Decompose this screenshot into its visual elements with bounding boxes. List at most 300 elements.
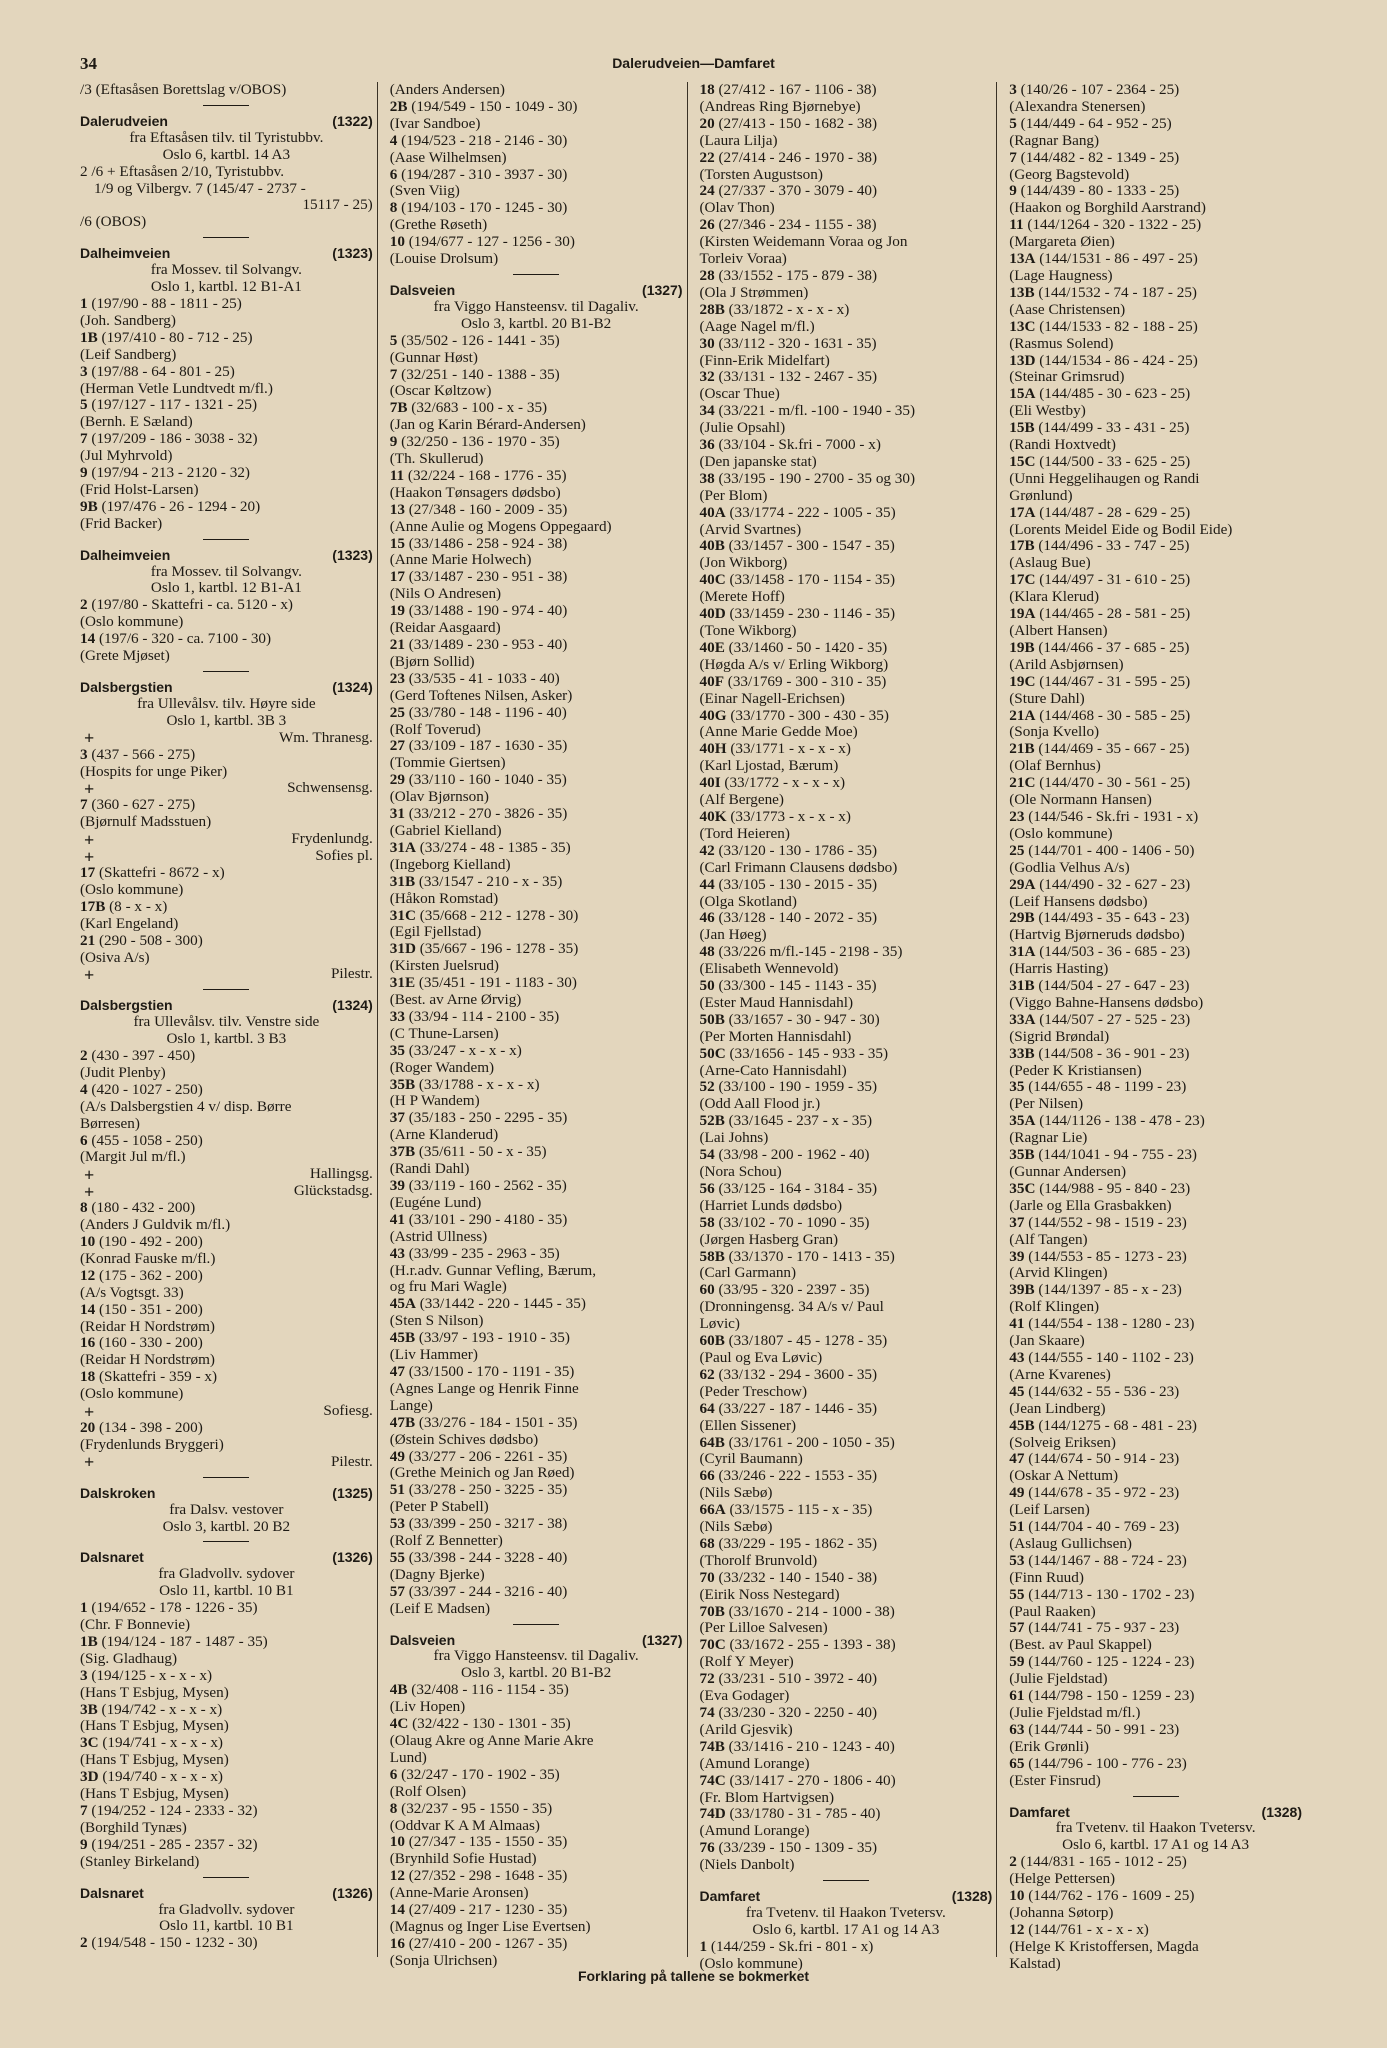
address-entry	[390, 133, 683, 150]
address-entry	[390, 603, 683, 620]
house-number: 3B	[80, 1700, 98, 1718]
property-record: (144/632 - 55 - 536 - 23)	[1028, 1382, 1180, 1400]
address-entry	[700, 1604, 993, 1621]
address-entry	[1009, 944, 1302, 961]
address-entry	[1009, 1012, 1302, 1029]
address-entry	[700, 150, 993, 167]
owner-line: og fru Mari Wagle)	[389, 1278, 507, 1296]
owner-line: (Aslaug Bue)	[1009, 554, 1091, 572]
property-record: (144/503 - 36 - 685 - 23)	[1039, 943, 1191, 961]
address-entry	[80, 1048, 373, 1065]
address-entry	[1009, 1113, 1302, 1130]
address-entry	[1009, 1485, 1302, 1502]
owner-line: (Albert Hansen)	[1009, 622, 1108, 639]
address-entry	[1009, 1553, 1302, 1570]
property-record: (144/1533 - 82 - 188 - 25)	[1039, 317, 1198, 335]
property-record: (144/507 - 27 - 525 - 23)	[1039, 1010, 1191, 1028]
house-number: 7	[80, 1802, 88, 1819]
owner-line: /6 (OBOS)	[80, 213, 147, 231]
street-code: (1326)	[332, 1884, 373, 1901]
address-entry	[700, 944, 993, 961]
house-number: 2	[80, 596, 88, 614]
section-divider	[203, 1477, 249, 1478]
house-number: 12	[1009, 1920, 1025, 1938]
house-number: 40E	[699, 638, 725, 656]
address-entry	[1009, 505, 1302, 522]
owner-line: (Magnus og Inger Lise Evertsen)	[389, 1917, 591, 1935]
address-entry	[1009, 420, 1302, 437]
house-number: 16	[80, 1334, 96, 1352]
cross-icon: +	[84, 1401, 95, 1422]
property-record: (33/1552 - 175 - 879 - 38)	[718, 266, 878, 284]
owner-line: (Oskar A Nettum)	[1009, 1467, 1119, 1485]
owner-line: (Best. av Arne Ørvig)	[389, 991, 522, 1009]
property-record: (144/744 - 50 - 991 - 23)	[1028, 1720, 1180, 1738]
owner-line: (Egil Fjellstad)	[389, 923, 482, 941]
section-divider	[203, 1877, 249, 1878]
house-number: 20	[80, 1418, 96, 1436]
street-description: Oslo 11, kartbl. 10 B1	[159, 1917, 294, 1935]
address-entry	[80, 865, 373, 882]
house-number: 40D	[699, 605, 726, 623]
property-record: (33/1807 - 45 - 1278 - 35)	[728, 1332, 888, 1350]
house-number: 49	[389, 1447, 405, 1465]
property-record: (437 - 566 - 275)	[91, 745, 196, 763]
address-entry	[390, 772, 683, 789]
owner-line: (Sonja Ulrichsen)	[389, 1951, 498, 1969]
owner-line: (Sigrid Brøndal)	[1009, 1027, 1110, 1045]
owner-line: (Nils Sæbø)	[699, 1484, 773, 1502]
owner-line: (Osiva A/s)	[80, 948, 150, 966]
address-entry	[390, 333, 683, 350]
property-record: (33/397 - 244 - 3216 - 40)	[408, 1582, 568, 1600]
house-number: 43	[389, 1244, 405, 1262]
property-record: (35/611 - 50 - x - 35)	[418, 1143, 547, 1161]
address-entry	[700, 302, 993, 319]
street-description: fra Mossev. til Solvangv.	[150, 261, 302, 279]
owner-line: (Helge Pettersen)	[1009, 1870, 1116, 1888]
address-entry	[1009, 674, 1302, 691]
property-record: (175 - 362 - 200)	[98, 1266, 203, 1284]
owner-line: (Fr. Blom Hartvigsen)	[699, 1788, 835, 1806]
property-record: (27/346 - 234 - 1155 - 38)	[718, 216, 877, 234]
owner-line: (Høgda A/s v/ Erling Wikborg)	[699, 655, 889, 673]
house-number: 3	[80, 1666, 88, 1684]
address-entry	[700, 183, 993, 200]
owner-line: (Roger Wandem)	[389, 1058, 495, 1076]
house-number: 9	[80, 1835, 88, 1853]
property-record: (194/287 - 310 - 3937 - 30)	[401, 165, 568, 183]
property-record: (32/250 - 136 - 1970 - 35)	[401, 433, 560, 451]
address-entry	[390, 1364, 683, 1381]
cross-icon: +	[84, 846, 95, 867]
property-record: (32/251 - 140 - 1388 - 35)	[401, 365, 560, 383]
cross-street-name: Frydenlundg.	[291, 830, 373, 848]
house-number: 14	[389, 1901, 405, 1919]
owner-line: Børresen)	[80, 1114, 140, 1132]
cross-street	[80, 1454, 373, 1471]
owner-line: (Agnes Lange og Henrik Finne	[389, 1379, 579, 1397]
property-record: (144/762 - 176 - 1609 - 25)	[1028, 1887, 1195, 1905]
house-number: 58	[699, 1213, 715, 1231]
address-entry	[700, 369, 993, 386]
address-entry	[1009, 183, 1302, 200]
address-entry	[1009, 1922, 1302, 1939]
owner-line: (Ester Maud Hannisdahl)	[699, 993, 854, 1011]
property-record: (33/1872 - x - x - x)	[728, 300, 850, 318]
house-number: 8	[389, 1799, 398, 1817]
address-entry	[1009, 1620, 1302, 1637]
property-record: (160 - 330 - 200)	[98, 1334, 203, 1352]
property-record: (33/1657 - 30 - 947 - 30)	[728, 1010, 880, 1028]
owner-line: (Stanley Birkeland)	[80, 1852, 200, 1870]
house-number: 62	[699, 1365, 715, 1383]
address-entry	[390, 434, 683, 451]
owner-line: (Reidar H Nordstrøm)	[80, 1317, 215, 1335]
house-number: 35C	[1009, 1179, 1036, 1197]
house-number: 21	[389, 636, 405, 653]
house-number: 28B	[699, 300, 725, 318]
address-entry	[700, 708, 993, 725]
house-number: 52B	[699, 1112, 725, 1130]
address-entry	[1009, 251, 1302, 268]
house-number: 23	[1009, 807, 1025, 825]
property-record: (33/1774 - 222 - 1005 - 35)	[729, 503, 896, 521]
address-entry	[390, 167, 683, 184]
cross-icon: +	[84, 964, 95, 985]
cross-street	[80, 1183, 373, 1200]
street-code: (1323)	[332, 245, 373, 262]
property-record: (33/230 - 320 - 2250 - 40)	[718, 1704, 878, 1721]
property-record: (33/1370 - 170 - 1413 - 35)	[728, 1247, 895, 1265]
house-number: 8	[80, 1199, 88, 1217]
house-number: 25	[1009, 841, 1025, 859]
owner-line: (Oslo kommune)	[80, 1385, 184, 1403]
property-record: (27/347 - 135 - 1550 - 35)	[408, 1833, 568, 1851]
house-number: 36	[699, 436, 715, 454]
address-entry	[1009, 1181, 1302, 1198]
address-entry	[700, 809, 993, 826]
property-record: (8 - x - x)	[109, 897, 168, 915]
owner-line: (Sonja Kvello)	[1009, 723, 1100, 741]
address-entry	[700, 1333, 993, 1350]
owner-line: (Bernh. E Sæland)	[80, 413, 193, 431]
owner-line: (Rolf Y Meyer)	[699, 1653, 794, 1671]
house-number: 10	[80, 1233, 96, 1250]
house-number: 74	[699, 1704, 715, 1721]
property-record: (290 - 508 - 300)	[98, 931, 203, 949]
street-name: Dalsnaret	[80, 1884, 144, 1901]
property-record: (32/247 - 170 - 1902 - 35)	[401, 1765, 560, 1783]
owner-line: 2 /6 + Eftasåsen 2/10, Tyristubbv.	[80, 162, 285, 180]
street-header	[80, 113, 373, 130]
page-number: 34	[80, 54, 97, 73]
address-entry	[80, 431, 373, 448]
owner-line: (Tord Heieren)	[699, 824, 790, 842]
house-number: 4B	[389, 1681, 408, 1699]
owner-line: (Oscar Køltzow)	[389, 382, 492, 400]
address-entry	[390, 1801, 683, 1818]
address-entry	[390, 200, 683, 217]
street-description: Oslo 3, kartbl. 20 B1-B2	[461, 1664, 612, 1682]
street-header	[80, 1485, 373, 1502]
house-number: 18	[80, 1368, 96, 1386]
house-number: 56	[699, 1179, 715, 1197]
address-entry	[80, 296, 373, 313]
address-entry	[1009, 116, 1302, 133]
property-record: (144/1532 - 74 - 187 - 25)	[1038, 283, 1197, 301]
owner-line: (Andreas Ring Bjørnebye)	[699, 97, 861, 115]
property-record: (360 - 627 - 275)	[91, 796, 196, 814]
house-number: 29A	[1009, 875, 1036, 893]
house-number: 50C	[699, 1044, 726, 1062]
house-number: 54	[699, 1146, 715, 1164]
property-record: (Skattefri - 359 - x)	[98, 1368, 218, 1386]
house-number: 59	[1009, 1653, 1025, 1671]
property-record: (144/467 - 31 - 595 - 25)	[1039, 672, 1191, 690]
property-record: (144/553 - 85 - 1273 - 23)	[1028, 1247, 1187, 1265]
address-entry	[700, 978, 993, 995]
house-number: 31E	[389, 974, 416, 992]
property-record: (33/132 - 294 - 3600 - 35)	[718, 1365, 878, 1383]
property-record: (430 - 397 - 450)	[91, 1047, 196, 1065]
address-entry	[1009, 809, 1302, 826]
house-number: 23	[389, 669, 405, 687]
property-record: (144/674 - 50 - 914 - 23)	[1028, 1450, 1180, 1468]
house-number: 17A	[1009, 503, 1036, 521]
house-number: 39	[1009, 1247, 1025, 1265]
property-record: (144/1041 - 94 - 755 - 23)	[1038, 1146, 1197, 1164]
address-entry	[80, 1702, 373, 1719]
property-record: (33/535 - 41 - 1033 - 40)	[408, 669, 560, 687]
address-entry	[80, 1803, 373, 1820]
house-number: 17C	[1009, 571, 1036, 589]
property-record: (150 - 351 - 200)	[98, 1300, 203, 1318]
section-divider	[203, 539, 249, 540]
house-number: 49	[1009, 1484, 1025, 1502]
property-record: (197/90 - 88 - 1811 - 25)	[91, 294, 242, 312]
house-number: 40C	[699, 571, 726, 589]
owner-line: (Johanna Søtorp)	[1009, 1903, 1114, 1921]
address-entry	[390, 1330, 683, 1347]
owner-line: (Lage Haugness)	[1009, 266, 1113, 284]
address-entry	[700, 1012, 993, 1029]
property-record: (33/109 - 187 - 1630 - 35)	[408, 737, 568, 755]
address-entry	[700, 843, 993, 860]
owner-line: (Nora Schou)	[699, 1163, 782, 1180]
house-number: 1	[80, 1599, 88, 1617]
house-number: 35B	[389, 1075, 416, 1093]
street-code: (1327)	[642, 281, 683, 298]
street-name: Dalsbergstien	[80, 679, 173, 695]
house-number: 50B	[699, 1010, 725, 1028]
house-number: 68	[699, 1534, 715, 1552]
property-record: (144/798 - 150 - 1259 - 23)	[1028, 1687, 1195, 1705]
house-number: 4	[389, 131, 398, 149]
owner-line: (Hans T Esbjug, Mysen)	[80, 1751, 229, 1769]
property-record: (33/246 - 222 - 1553 - 35)	[718, 1467, 878, 1485]
address-entry	[80, 747, 373, 764]
address-entry	[390, 1212, 683, 1229]
property-record: (33/1772 - x - x - x)	[724, 774, 846, 792]
owner-line: (Merete Hoff)	[699, 588, 785, 606]
owner-line: (Lai Johns)	[699, 1129, 769, 1147]
address-entry	[700, 640, 993, 657]
street-description: fra Dalsv. vestover	[169, 1500, 284, 1518]
property-record: (194/742 - x - x - x)	[101, 1700, 223, 1718]
house-number: 24	[699, 182, 715, 200]
house-number: 70C	[699, 1636, 726, 1654]
owner-line: (Leif Larsen)	[1009, 1501, 1090, 1519]
property-record: (33/231 - 510 - 3972 - 40)	[718, 1670, 878, 1688]
owner-line: (Margareta Øien)	[1009, 233, 1115, 251]
owner-line: (Niels Danbolt)	[699, 1856, 795, 1874]
owner-line: (Jørgen Hasberg Gran)	[699, 1230, 839, 1248]
property-record: (144/655 - 48 - 1199 - 23)	[1028, 1078, 1187, 1096]
property-record: (32/422 - 130 - 1301 - 35)	[412, 1715, 571, 1733]
house-number: 47	[1009, 1450, 1025, 1468]
address-entry	[700, 1739, 993, 1756]
owner-line: (Ragnar Bang)	[1009, 131, 1100, 149]
street-header	[80, 245, 373, 262]
street-description: fra Tvetenv. til Haakon Tvetersv.	[1055, 1819, 1256, 1837]
address-entry	[80, 797, 373, 814]
owner-line: (Lorents Meidel Eide og Bodil Eide)	[1009, 520, 1233, 538]
address-entry	[390, 1077, 683, 1094]
property-record: (33/1769 - 300 - 310 - 35)	[727, 672, 887, 690]
street-description: fra Tvetenv. til Haakon Tvetersv.	[745, 1903, 946, 1921]
street-code: (1324)	[332, 679, 373, 695]
street-description: Oslo 3, kartbl. 20 B1-B2	[461, 314, 612, 332]
address-entry	[1009, 1316, 1302, 1333]
house-number: 16	[389, 1934, 405, 1952]
address-entry	[390, 468, 683, 485]
house-number: 15C	[1009, 452, 1036, 470]
address-entry	[700, 217, 993, 234]
house-number: 31A	[1009, 943, 1036, 961]
house-number: 5	[80, 396, 88, 414]
house-number: 13A	[1009, 250, 1036, 268]
owner-line: (Anders J Guldvik m/fl.)	[80, 1216, 231, 1234]
owner-line: (Per Blom)	[699, 486, 768, 504]
owner-line: (Oslo kommune)	[80, 880, 184, 898]
house-number: 10	[389, 1833, 405, 1851]
property-record: (33/1488 - 190 - 974 - 40)	[408, 602, 568, 620]
property-record: (33/247 - x - x - x)	[408, 1041, 522, 1059]
property-record: (194/548 - 150 - 1232 - 30)	[91, 1934, 258, 1952]
address-entry	[700, 1502, 993, 1519]
street-description: Oslo 3, kartbl. 20 B2	[162, 1517, 291, 1535]
house-number: 74D	[699, 1805, 726, 1823]
house-number: 13B	[1009, 283, 1035, 301]
address-entry	[1009, 843, 1302, 860]
owner-line: (Nils Sæbø)	[699, 1518, 773, 1536]
owner-line: (Carl Frimann Clausens dødsbo)	[699, 858, 898, 876]
owner-line: (Olav Bjørnson)	[389, 788, 489, 806]
owner-line: (Jan Skaare)	[1009, 1332, 1085, 1350]
property-record: (33/105 - 130 - 2015 - 35)	[718, 875, 878, 893]
house-number: 7	[80, 430, 88, 448]
property-record: (194/124 - 187 - 1487 - 35)	[101, 1632, 268, 1650]
house-number: 3D	[80, 1768, 99, 1786]
property-record: (33/229 - 195 - 1862 - 35)	[718, 1534, 878, 1552]
address-entry	[80, 1935, 373, 1952]
address-entry	[80, 1668, 373, 1685]
house-number: 13D	[1009, 351, 1036, 369]
street-code: (1325)	[332, 1484, 373, 1501]
address-entry	[390, 1009, 683, 1026]
address-entry	[1009, 775, 1302, 792]
owner-line: (Ole Normann Hansen)	[1009, 791, 1152, 809]
property-record: (33/1489 - 230 - 953 - 40)	[408, 636, 568, 653]
column-2	[389, 81, 688, 1969]
owner-line: (Jarle og Ella Grasbakken)	[1009, 1196, 1172, 1214]
owner-line: (Jan og Karin Bérard-Andersen)	[389, 416, 586, 434]
owner-line: (Best. av Paul Skappel)	[1009, 1636, 1152, 1654]
address-entry	[1009, 640, 1302, 657]
house-number: 7	[389, 365, 398, 383]
house-number: 66A	[699, 1501, 726, 1519]
property-record: (144/490 - 32 - 627 - 23)	[1039, 875, 1191, 893]
street-description: Oslo 6, kartbl. 17 A1 og 14 A3	[752, 1920, 940, 1938]
house-number: 15A	[1009, 385, 1036, 403]
address-entry	[390, 840, 683, 857]
house-number: 52	[699, 1078, 715, 1096]
street-description: Oslo 1, kartbl. 12 B1-A1	[150, 278, 302, 296]
owner-line: (Borghild Tynæs)	[80, 1818, 187, 1836]
address-entry	[80, 465, 373, 482]
property-record: (144/713 - 130 - 1702 - 23)	[1028, 1585, 1195, 1603]
address-entry	[700, 1079, 993, 1096]
cross-street-name: Sofiesg.	[323, 1402, 373, 1420]
column-4	[1009, 81, 1306, 1972]
owner-line: (Leif Sandberg)	[80, 345, 177, 363]
house-number: 4	[80, 1080, 88, 1098]
address-entry	[390, 941, 683, 958]
address-entry	[700, 1215, 993, 1232]
address-entry	[390, 1716, 683, 1733]
address-entry	[80, 1133, 373, 1150]
owner-line: (Anne Marie Gedde Moe)	[699, 723, 858, 741]
street-header	[80, 997, 373, 1014]
address-entry	[700, 572, 993, 589]
house-number: 1B	[80, 328, 98, 346]
owner-line: (Rolf Z Bennetter)	[389, 1532, 503, 1550]
owner-line: (Arne-Cato Hannisdahl)	[699, 1061, 847, 1079]
property-record: (144/259 - Sk.fri - 801 - x)	[710, 1937, 874, 1955]
owner-line: (Paul Raaken)	[1009, 1602, 1096, 1620]
house-number: 13	[389, 500, 405, 518]
owner-line: (Frid Backer)	[80, 514, 163, 532]
section-divider	[203, 671, 249, 672]
owner-line: (Rolf Olsen)	[389, 1782, 467, 1800]
house-number: 57	[389, 1582, 405, 1600]
owner-line: (Frydenlunds Bryggeri)	[80, 1435, 224, 1453]
address-entry	[390, 637, 683, 654]
address-entry	[1009, 1451, 1302, 1468]
property-record: (33/1457 - 300 - 1547 - 35)	[728, 537, 895, 555]
house-number: 29B	[1009, 909, 1035, 927]
owner-line: (Oslo kommune)	[699, 1954, 803, 1972]
property-record: (144/1531 - 86 - 497 - 25)	[1039, 250, 1198, 268]
address-entry	[390, 1682, 683, 1699]
street-description: fra Ullevålsv. tilv. Høyre side	[137, 694, 316, 712]
owner-line: (Sig. Gladhaug)	[80, 1649, 178, 1667]
house-number: 40F	[699, 672, 724, 690]
address-entry	[700, 1536, 993, 1553]
owner-line: (Gerd Toftenes Nilsen, Asker)	[389, 686, 573, 704]
cross-icon: +	[84, 1181, 95, 1202]
